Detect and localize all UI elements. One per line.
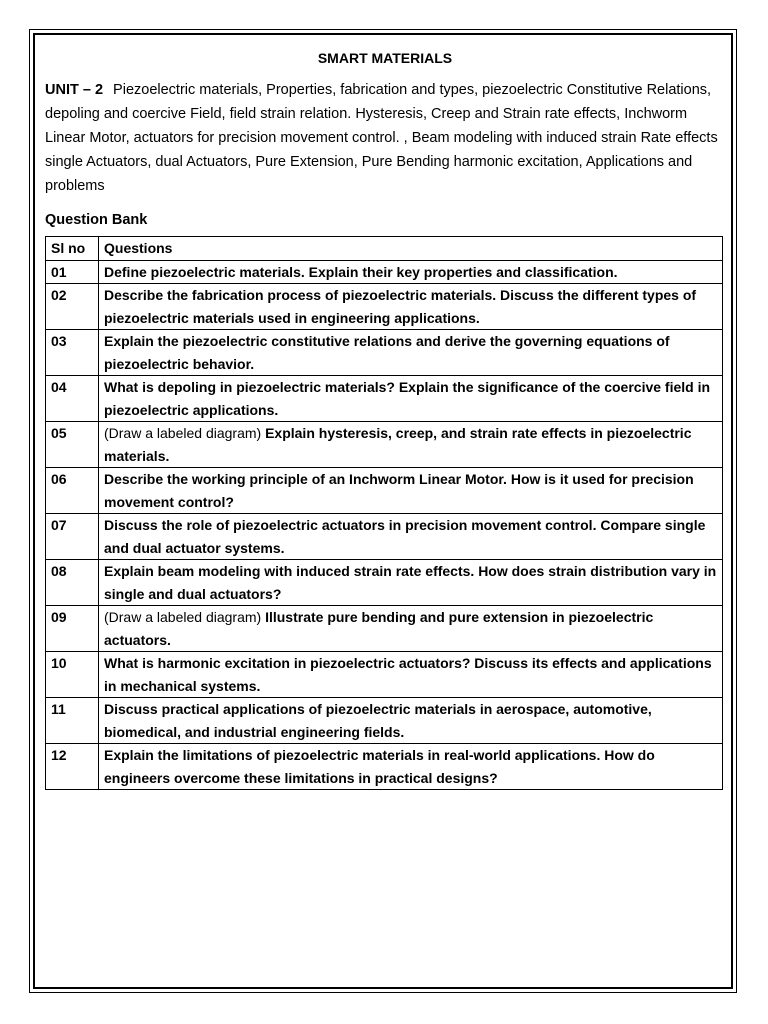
question-number: 06: [46, 468, 99, 514]
question-number: 05: [46, 422, 99, 468]
table-row: [46, 698, 723, 744]
question-cell: [99, 422, 723, 468]
question-text: Explain the piezoelectric constitutive relations and derive the governing equations of piezoelectric behavior.: [104, 333, 670, 372]
question-number: 03: [46, 330, 99, 376]
question-number: 01: [46, 260, 99, 284]
unit-label: UNIT – 2: [45, 82, 104, 98]
question-number: 08: [46, 560, 99, 606]
table-row: [46, 514, 723, 560]
question-text: Describe the working principle of an Inchworm Linear Motor. How is it used for precision movement control?: [104, 471, 694, 510]
unit-syllabus: [45, 78, 725, 198]
question-text: Explain hysteresis, creep, and strain rate effects in piezoelectric materials.: [104, 425, 692, 464]
table-row: [46, 422, 723, 468]
question-number: 10: [46, 652, 99, 698]
question-number: 07: [46, 514, 99, 560]
table-header-row: [46, 237, 723, 261]
question-cell: [99, 468, 723, 514]
header-questions: Questions: [99, 237, 723, 261]
question-cell: [99, 744, 723, 790]
question-number: 02: [46, 284, 99, 330]
question-text: What is harmonic excitation in piezoelectric actuators? Discuss its effects and applications in mechanical systems.: [104, 655, 712, 694]
table-row: [46, 284, 723, 330]
question-cell: [99, 698, 723, 744]
question-text: Describe the fabrication process of piezoelectric materials. Discuss the different types of piezoelectric materials used in engineering applications.: [104, 287, 697, 326]
question-text: Explain beam modeling with induced strain rate effects. How does strain distribution vary in single and dual actuators?: [104, 563, 717, 602]
question-table: [45, 236, 723, 790]
question-cell: [99, 514, 723, 560]
header-sl-no: Sl no: [46, 237, 99, 261]
question-bank-heading: Question Bank: [45, 212, 148, 228]
question-cell: [99, 284, 723, 330]
question-cell: [99, 376, 723, 422]
question-cell: [99, 560, 723, 606]
question-text: Discuss the role of piezoelectric actuators in precision movement control. Compare single and dual actuator systems.: [104, 517, 706, 556]
question-cell: [99, 330, 723, 376]
document-content: [45, 46, 725, 790]
question-instruction: (Draw a labeled diagram): [104, 425, 266, 441]
question-cell: [99, 260, 723, 284]
question-number: 11: [46, 698, 99, 744]
question-instruction: (Draw a labeled diagram): [104, 609, 266, 625]
table-row: [46, 606, 723, 652]
table-row: [46, 260, 723, 284]
table-row: [46, 376, 723, 422]
question-number: 12: [46, 744, 99, 790]
table-row: [46, 652, 723, 698]
question-number: 09: [46, 606, 99, 652]
question-cell: [99, 606, 723, 652]
table-row: [46, 744, 723, 790]
question-text: Illustrate pure bending and pure extension in piezoelectric actuators.: [104, 609, 654, 648]
document-title: SMART MATERIALS: [317, 50, 453, 66]
table-row: [46, 330, 723, 376]
question-text: Explain the limitations of piezoelectric materials in real-world applications. How do engineers overcome these limitations in practical designs?: [104, 747, 655, 786]
question-text: Define piezoelectric materials. Explain their key properties and classification.: [104, 263, 618, 280]
question-text: Discuss practical applications of piezoelectric materials in aerospace, automotive, biomedical, and industrial engineering fields.: [104, 701, 652, 740]
question-text: What is depoling in piezoelectric materials? Explain the significance of the coercive field in piezoelectric applications.: [104, 379, 711, 418]
table-row: [46, 468, 723, 514]
question-cell: [99, 652, 723, 698]
question-number: 04: [46, 376, 99, 422]
unit-description: Piezoelectric materials, Properties, fabrication and types, piezoelectric Constitutive Relations, depoling and coercive Field, field strain relation. Hysteresis, Creep and Strain rate effects, Inchworm Linear Motor, actuators for precision movement control. , Beam modeling with induced strain Rate effects single Actuators, dual Actuators, Pure Extension, Pure Bending harmonic excitation, Applications and problems: [45, 82, 718, 194]
table-row: [46, 560, 723, 606]
